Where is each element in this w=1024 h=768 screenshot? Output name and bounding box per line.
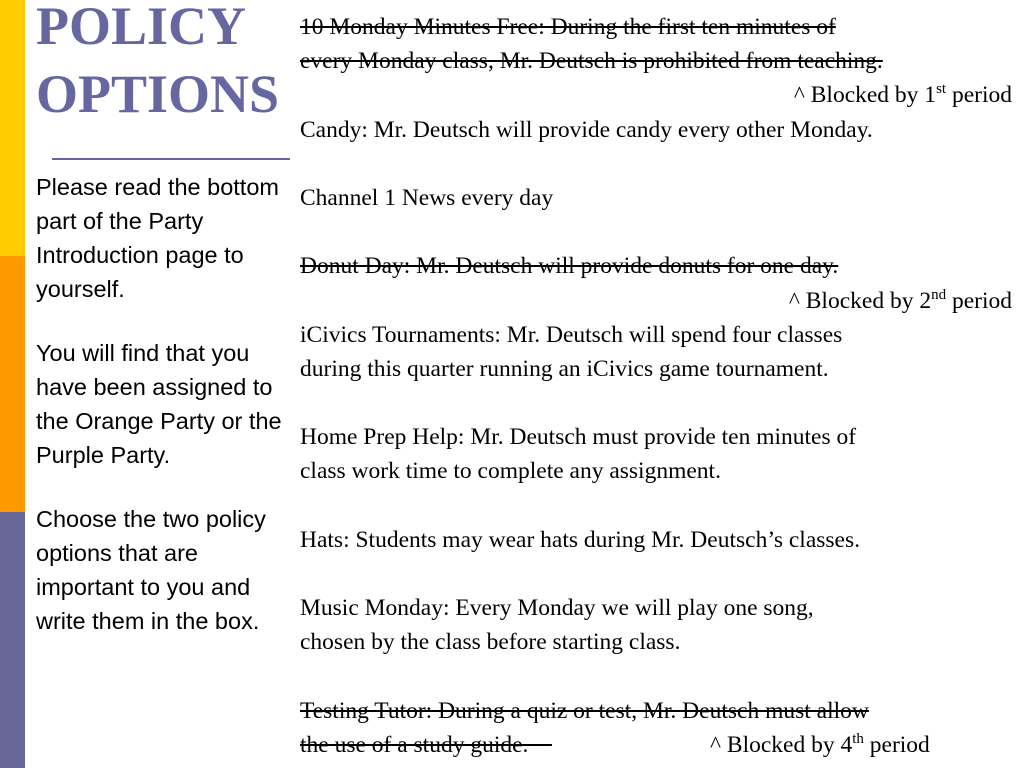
option-icivics-line-2: during this quarter running an iCivics game tournament. xyxy=(300,355,829,382)
option-monday-minutes-line-1: 10 Monday Minutes Free: During the first ten minutes of xyxy=(300,14,836,40)
option-music-monday-line-2: chosen by the class before starting class. xyxy=(300,629,681,656)
blocked-note-2nd: ^ Blocked by 2nd period xyxy=(788,286,1012,314)
option-icivics-line-1: iCivics Tournaments: Mr. Deutsch will spend four classes xyxy=(300,321,843,348)
policy-options-list xyxy=(300,10,1022,762)
orange-accent-band xyxy=(0,256,25,512)
instruction-3: Choose the two policy options that are important to you and write them in the box. xyxy=(36,506,266,634)
option-home-prep-line-1: Home Prep Help: Mr. Deutsch must provide ten minutes of xyxy=(300,424,857,451)
blocked-note-1st: ^ Blocked by 1st period xyxy=(793,81,1012,109)
option-channel-1-news: Channel 1 News every day xyxy=(300,184,554,211)
option-testing-tutor-line-1: Testing Tutor: During a quiz or test, Mr. Deutsch must allow xyxy=(300,697,869,724)
option-home-prep-line-2: class work time to complete any assignment. xyxy=(300,458,721,485)
yellow-accent-band xyxy=(0,0,25,256)
option-testing-tutor-line-2: the use of a study guide. xyxy=(300,731,552,758)
option-testing-tutor-row xyxy=(300,728,1022,762)
title-divider xyxy=(52,158,290,160)
title-line-2: OPTIONS xyxy=(36,64,280,124)
option-donut-day: Donut Day: Mr. Deutsch will provide donuts for one day. xyxy=(300,253,839,280)
option-monday-minutes-line-2: every Monday class, Mr. Deutsch is prohibited from teaching. xyxy=(300,48,883,75)
title-line-1: POLICY xyxy=(36,0,247,56)
instructions xyxy=(36,170,286,638)
purple-accent-band xyxy=(0,512,25,768)
instruction-1: Please read the bottom part of the Party Introduction page to yourself. xyxy=(36,174,279,302)
option-music-monday-line-1: Music Monday: Every Monday we will play one song, xyxy=(300,595,814,622)
blocked-note-4th: ^ Blocked by 4th period xyxy=(710,731,930,758)
instruction-2: You will find that you have been assigned to the Orange Party or the Purple Party. xyxy=(36,340,282,468)
option-candy: Candy: Mr. Deutsch will provide candy every other Monday. xyxy=(300,116,873,143)
option-hats: Hats: Students may wear hats during Mr. Deutsch’s classes. xyxy=(300,526,860,553)
slide-title xyxy=(36,0,279,128)
